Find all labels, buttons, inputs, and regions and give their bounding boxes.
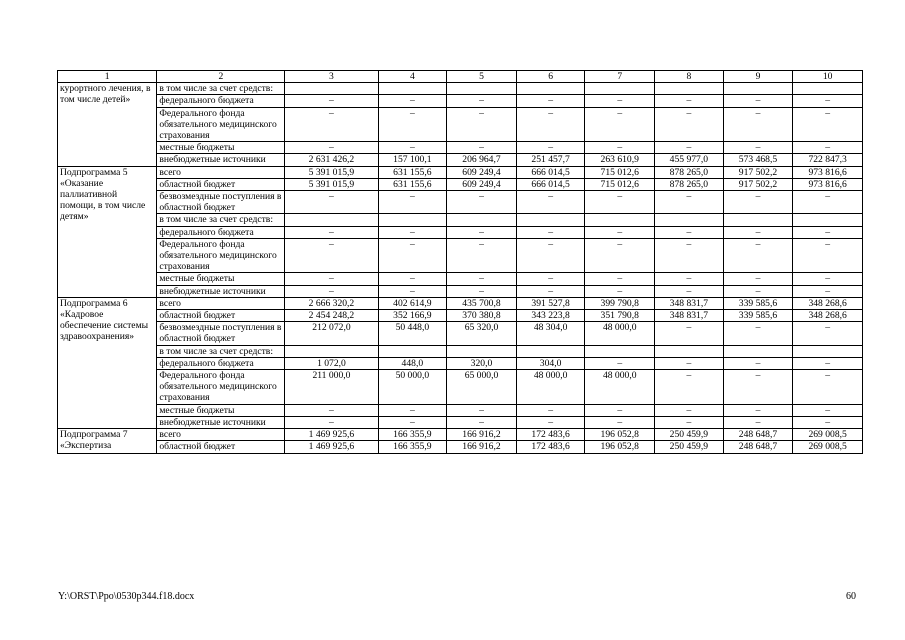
value-cell: 715 012,6 bbox=[585, 166, 655, 178]
value-cell: – bbox=[516, 404, 585, 416]
value-cell: 48 000,0 bbox=[585, 322, 655, 345]
value-cell: – bbox=[655, 404, 724, 416]
value-cell: 211 000,0 bbox=[285, 370, 378, 405]
value-cell: – bbox=[723, 142, 793, 154]
value-cell: – bbox=[285, 416, 378, 428]
value-cell: 339 585,6 bbox=[723, 297, 793, 309]
value-cell: 448,0 bbox=[378, 357, 447, 369]
value-cell bbox=[793, 345, 863, 357]
row-label-cell: областной бюджет bbox=[157, 178, 285, 190]
value-cell: 1 469 925,6 bbox=[285, 429, 378, 441]
table-row bbox=[58, 107, 863, 142]
value-cell: – bbox=[378, 142, 447, 154]
value-cell: 391 527,8 bbox=[516, 297, 585, 309]
value-cell: 172 483,6 bbox=[516, 429, 585, 441]
value-cell: – bbox=[516, 238, 585, 273]
value-cell: 166 355,9 bbox=[378, 429, 447, 441]
value-cell: 304,0 bbox=[516, 357, 585, 369]
value-cell: 352 166,9 bbox=[378, 310, 447, 322]
value-cell: 609 249,4 bbox=[447, 178, 517, 190]
value-cell: – bbox=[723, 226, 793, 238]
value-cell: – bbox=[655, 142, 724, 154]
row-label-cell: местные бюджеты bbox=[157, 142, 285, 154]
table-row bbox=[58, 441, 863, 453]
row-label-cell: безвозмездные поступления в областной бюджет bbox=[157, 191, 285, 214]
value-cell bbox=[447, 345, 517, 357]
value-cell: 166 355,9 bbox=[378, 441, 447, 453]
row-label-cell: федерального бюджета bbox=[157, 226, 285, 238]
value-cell: 48 000,0 bbox=[516, 370, 585, 405]
value-cell: – bbox=[585, 95, 655, 107]
row-label-cell: Федерального фонда обязательного медицинского страхования bbox=[157, 238, 285, 273]
value-cell: – bbox=[793, 404, 863, 416]
program-name-cell: курортного лечения, в том числе детей» bbox=[58, 83, 157, 166]
value-cell: – bbox=[447, 285, 517, 297]
value-cell: – bbox=[285, 191, 378, 214]
value-cell: 48 000,0 bbox=[585, 370, 655, 405]
value-cell bbox=[285, 214, 378, 226]
program-name-cell: Подпрограмма 5 «Оказание паллиативной помощи, в том числе детям» bbox=[58, 166, 157, 297]
value-cell: – bbox=[655, 285, 724, 297]
value-cell: 973 816,6 bbox=[793, 166, 863, 178]
value-cell: – bbox=[793, 107, 863, 142]
value-cell: – bbox=[516, 107, 585, 142]
value-cell: 2 666 320,2 bbox=[285, 297, 378, 309]
value-cell: – bbox=[793, 226, 863, 238]
value-cell: 666 014,5 bbox=[516, 178, 585, 190]
table-row bbox=[58, 214, 863, 226]
value-cell: 48 304,0 bbox=[516, 322, 585, 345]
row-label-cell: федерального бюджета bbox=[157, 357, 285, 369]
column-number: 2 bbox=[157, 71, 285, 83]
column-number: 4 bbox=[378, 71, 447, 83]
value-cell: – bbox=[516, 95, 585, 107]
value-cell: – bbox=[793, 322, 863, 345]
value-cell: – bbox=[585, 285, 655, 297]
value-cell: – bbox=[723, 357, 793, 369]
value-cell: 157 100,1 bbox=[378, 154, 447, 166]
value-cell: 370 380,8 bbox=[447, 310, 517, 322]
value-cell: – bbox=[447, 238, 517, 273]
value-cell: – bbox=[516, 273, 585, 285]
value-cell: 2 631 426,2 bbox=[285, 154, 378, 166]
table-row bbox=[58, 142, 863, 154]
column-number: 7 bbox=[585, 71, 655, 83]
value-cell: 196 052,8 bbox=[585, 429, 655, 441]
table-row bbox=[58, 345, 863, 357]
value-cell: – bbox=[285, 273, 378, 285]
page-number: 60 bbox=[846, 591, 856, 602]
program-name-cell: Подпрограмма 6 «Кадровое обеспечение системы здравоохранения» bbox=[58, 297, 157, 428]
value-cell: 50 448,0 bbox=[378, 322, 447, 345]
row-label-cell: всего bbox=[157, 297, 285, 309]
table-body bbox=[58, 71, 863, 454]
column-number: 5 bbox=[447, 71, 517, 83]
value-cell: 348 268,6 bbox=[793, 297, 863, 309]
table-row bbox=[58, 357, 863, 369]
value-cell: 5 391 015,9 bbox=[285, 166, 378, 178]
column-number: 6 bbox=[516, 71, 585, 83]
value-cell bbox=[447, 214, 517, 226]
value-cell: – bbox=[378, 273, 447, 285]
value-cell: – bbox=[655, 191, 724, 214]
value-cell: – bbox=[793, 357, 863, 369]
value-cell: 631 155,6 bbox=[378, 166, 447, 178]
row-label-cell: в том числе за счет средств: bbox=[157, 214, 285, 226]
value-cell: – bbox=[793, 370, 863, 405]
value-cell: – bbox=[793, 273, 863, 285]
value-cell: – bbox=[723, 416, 793, 428]
value-cell: – bbox=[655, 238, 724, 273]
value-cell: – bbox=[447, 191, 517, 214]
value-cell: 250 459,9 bbox=[655, 429, 724, 441]
value-cell: 196 052,8 bbox=[585, 441, 655, 453]
value-cell: 166 916,2 bbox=[447, 441, 517, 453]
value-cell: – bbox=[378, 238, 447, 273]
value-cell: – bbox=[655, 322, 724, 345]
value-cell bbox=[516, 214, 585, 226]
value-cell: – bbox=[285, 142, 378, 154]
value-cell bbox=[585, 214, 655, 226]
value-cell bbox=[378, 345, 447, 357]
table-row bbox=[58, 416, 863, 428]
value-cell: 250 459,9 bbox=[655, 441, 724, 453]
value-cell: – bbox=[516, 191, 585, 214]
value-cell: – bbox=[655, 95, 724, 107]
value-cell bbox=[378, 214, 447, 226]
value-cell bbox=[793, 83, 863, 95]
value-cell: 50 000,0 bbox=[378, 370, 447, 405]
value-cell: 917 502,2 bbox=[723, 178, 793, 190]
value-cell: – bbox=[378, 404, 447, 416]
value-cell bbox=[285, 83, 378, 95]
value-cell: 248 648,7 bbox=[723, 429, 793, 441]
value-cell bbox=[585, 345, 655, 357]
value-cell: – bbox=[585, 142, 655, 154]
value-cell bbox=[516, 83, 585, 95]
value-cell: – bbox=[723, 322, 793, 345]
value-cell: 251 457,7 bbox=[516, 154, 585, 166]
value-cell: – bbox=[447, 226, 517, 238]
value-cell: – bbox=[378, 191, 447, 214]
value-cell: 715 012,6 bbox=[585, 178, 655, 190]
value-cell: – bbox=[793, 238, 863, 273]
value-cell: – bbox=[723, 191, 793, 214]
table-row bbox=[58, 166, 863, 178]
value-cell: – bbox=[516, 285, 585, 297]
value-cell: – bbox=[655, 370, 724, 405]
value-cell: – bbox=[723, 238, 793, 273]
value-cell: 573 468,5 bbox=[723, 154, 793, 166]
value-cell: 351 790,8 bbox=[585, 310, 655, 322]
row-label-cell: всего bbox=[157, 429, 285, 441]
value-cell: – bbox=[378, 285, 447, 297]
table-row bbox=[58, 83, 863, 95]
table-row bbox=[58, 429, 863, 441]
table-row bbox=[58, 191, 863, 214]
value-cell: – bbox=[378, 95, 447, 107]
row-label-cell: местные бюджеты bbox=[157, 404, 285, 416]
table-row bbox=[58, 310, 863, 322]
value-cell: – bbox=[447, 404, 517, 416]
value-cell: – bbox=[516, 416, 585, 428]
row-label-cell: внебюджетные источники bbox=[157, 416, 285, 428]
value-cell: 878 265,0 bbox=[655, 166, 724, 178]
value-cell: – bbox=[793, 95, 863, 107]
value-cell: 2 454 248,2 bbox=[285, 310, 378, 322]
table-row bbox=[58, 370, 863, 405]
value-cell: – bbox=[447, 416, 517, 428]
value-cell: 631 155,6 bbox=[378, 178, 447, 190]
value-cell: – bbox=[285, 404, 378, 416]
value-cell: – bbox=[285, 107, 378, 142]
value-cell: 212 072,0 bbox=[285, 322, 378, 345]
value-cell: – bbox=[793, 285, 863, 297]
value-cell: – bbox=[285, 285, 378, 297]
table-row bbox=[58, 404, 863, 416]
value-cell: 263 610,9 bbox=[585, 154, 655, 166]
value-cell bbox=[447, 83, 517, 95]
value-cell bbox=[723, 214, 793, 226]
table-row bbox=[58, 238, 863, 273]
value-cell bbox=[585, 83, 655, 95]
value-cell: – bbox=[447, 107, 517, 142]
budget-table bbox=[57, 70, 863, 454]
table-row bbox=[58, 297, 863, 309]
program-name-cell: Подпрограмма 7 «Экспертиза bbox=[58, 429, 157, 453]
value-cell: 399 790,8 bbox=[585, 297, 655, 309]
table-row bbox=[58, 95, 863, 107]
row-label-cell: Федерального фонда обязательного медицинского страхования bbox=[157, 370, 285, 405]
value-cell: 269 008,5 bbox=[793, 441, 863, 453]
value-cell: 1 072,0 bbox=[285, 357, 378, 369]
value-cell: 666 014,5 bbox=[516, 166, 585, 178]
table-row bbox=[58, 285, 863, 297]
row-label-cell: всего bbox=[157, 166, 285, 178]
row-label-cell: областной бюджет bbox=[157, 310, 285, 322]
value-cell bbox=[655, 83, 724, 95]
value-cell: – bbox=[585, 273, 655, 285]
value-cell: – bbox=[585, 238, 655, 273]
value-cell: – bbox=[655, 226, 724, 238]
row-label-cell: в том числе за счет средств: bbox=[157, 345, 285, 357]
value-cell: – bbox=[793, 142, 863, 154]
column-number: 10 bbox=[793, 71, 863, 83]
value-cell: 65 320,0 bbox=[447, 322, 517, 345]
value-cell: – bbox=[585, 191, 655, 214]
column-number: 3 bbox=[285, 71, 378, 83]
value-cell: – bbox=[655, 107, 724, 142]
value-cell: – bbox=[585, 416, 655, 428]
value-cell: 348 831,7 bbox=[655, 310, 724, 322]
value-cell: – bbox=[447, 142, 517, 154]
row-label-cell: областной бюджет bbox=[157, 441, 285, 453]
value-cell: 917 502,2 bbox=[723, 166, 793, 178]
value-cell bbox=[723, 345, 793, 357]
value-cell: 878 265,0 bbox=[655, 178, 724, 190]
table-row bbox=[58, 273, 863, 285]
value-cell: 435 700,8 bbox=[447, 297, 517, 309]
value-cell: 206 964,7 bbox=[447, 154, 517, 166]
value-cell: – bbox=[447, 273, 517, 285]
value-cell: 172 483,6 bbox=[516, 441, 585, 453]
value-cell: – bbox=[723, 370, 793, 405]
value-cell: 166 916,2 bbox=[447, 429, 517, 441]
value-cell: – bbox=[585, 404, 655, 416]
value-cell: 402 614,9 bbox=[378, 297, 447, 309]
table-row bbox=[58, 226, 863, 238]
table-row bbox=[58, 178, 863, 190]
value-cell: – bbox=[285, 95, 378, 107]
row-label-cell: Федерального фонда обязательного медицинского страхования bbox=[157, 107, 285, 142]
value-cell: 609 249,4 bbox=[447, 166, 517, 178]
value-cell: – bbox=[585, 357, 655, 369]
value-cell: – bbox=[585, 226, 655, 238]
value-cell: – bbox=[793, 416, 863, 428]
value-cell bbox=[378, 83, 447, 95]
value-cell: – bbox=[285, 226, 378, 238]
value-cell: – bbox=[723, 285, 793, 297]
table-row bbox=[58, 322, 863, 345]
value-cell bbox=[793, 214, 863, 226]
value-cell: 248 648,7 bbox=[723, 441, 793, 453]
value-cell: 722 847,3 bbox=[793, 154, 863, 166]
value-cell: 5 391 015,9 bbox=[285, 178, 378, 190]
value-cell: 348 268,6 bbox=[793, 310, 863, 322]
value-cell: – bbox=[447, 95, 517, 107]
value-cell: 339 585,6 bbox=[723, 310, 793, 322]
row-label-cell: в том числе за счет средств: bbox=[157, 83, 285, 95]
value-cell: – bbox=[723, 273, 793, 285]
value-cell: – bbox=[723, 404, 793, 416]
value-cell: – bbox=[378, 226, 447, 238]
value-cell bbox=[723, 83, 793, 95]
value-cell: 348 831,7 bbox=[655, 297, 724, 309]
row-label-cell: федерального бюджета bbox=[157, 95, 285, 107]
value-cell: – bbox=[516, 226, 585, 238]
value-cell: – bbox=[655, 416, 724, 428]
value-cell: – bbox=[285, 238, 378, 273]
value-cell: 320,0 bbox=[447, 357, 517, 369]
value-cell: 1 469 925,6 bbox=[285, 441, 378, 453]
row-label-cell: местные бюджеты bbox=[157, 273, 285, 285]
value-cell: 455 977,0 bbox=[655, 154, 724, 166]
value-cell: – bbox=[723, 95, 793, 107]
value-cell: – bbox=[585, 107, 655, 142]
value-cell bbox=[285, 345, 378, 357]
value-cell: 65 000,0 bbox=[447, 370, 517, 405]
value-cell: 973 816,6 bbox=[793, 178, 863, 190]
row-label-cell: внебюджетные источники bbox=[157, 285, 285, 297]
value-cell: – bbox=[793, 191, 863, 214]
value-cell: – bbox=[655, 273, 724, 285]
value-cell bbox=[655, 214, 724, 226]
column-number: 8 bbox=[655, 71, 724, 83]
column-number: 9 bbox=[723, 71, 793, 83]
document-path: Y:\ORST\Ppo\0530p344.f18.docx bbox=[58, 591, 195, 602]
value-cell: 343 223,8 bbox=[516, 310, 585, 322]
table-row bbox=[58, 154, 863, 166]
value-cell: – bbox=[723, 107, 793, 142]
value-cell bbox=[516, 345, 585, 357]
value-cell: – bbox=[516, 142, 585, 154]
row-label-cell: внебюджетные источники bbox=[157, 154, 285, 166]
value-cell: 269 008,5 bbox=[793, 429, 863, 441]
value-cell: – bbox=[378, 107, 447, 142]
value-cell: – bbox=[378, 416, 447, 428]
column-number-row bbox=[58, 71, 863, 83]
row-label-cell: безвозмездные поступления в областной бюджет bbox=[157, 322, 285, 345]
value-cell bbox=[655, 345, 724, 357]
value-cell: – bbox=[655, 357, 724, 369]
column-number: 1 bbox=[58, 71, 157, 83]
